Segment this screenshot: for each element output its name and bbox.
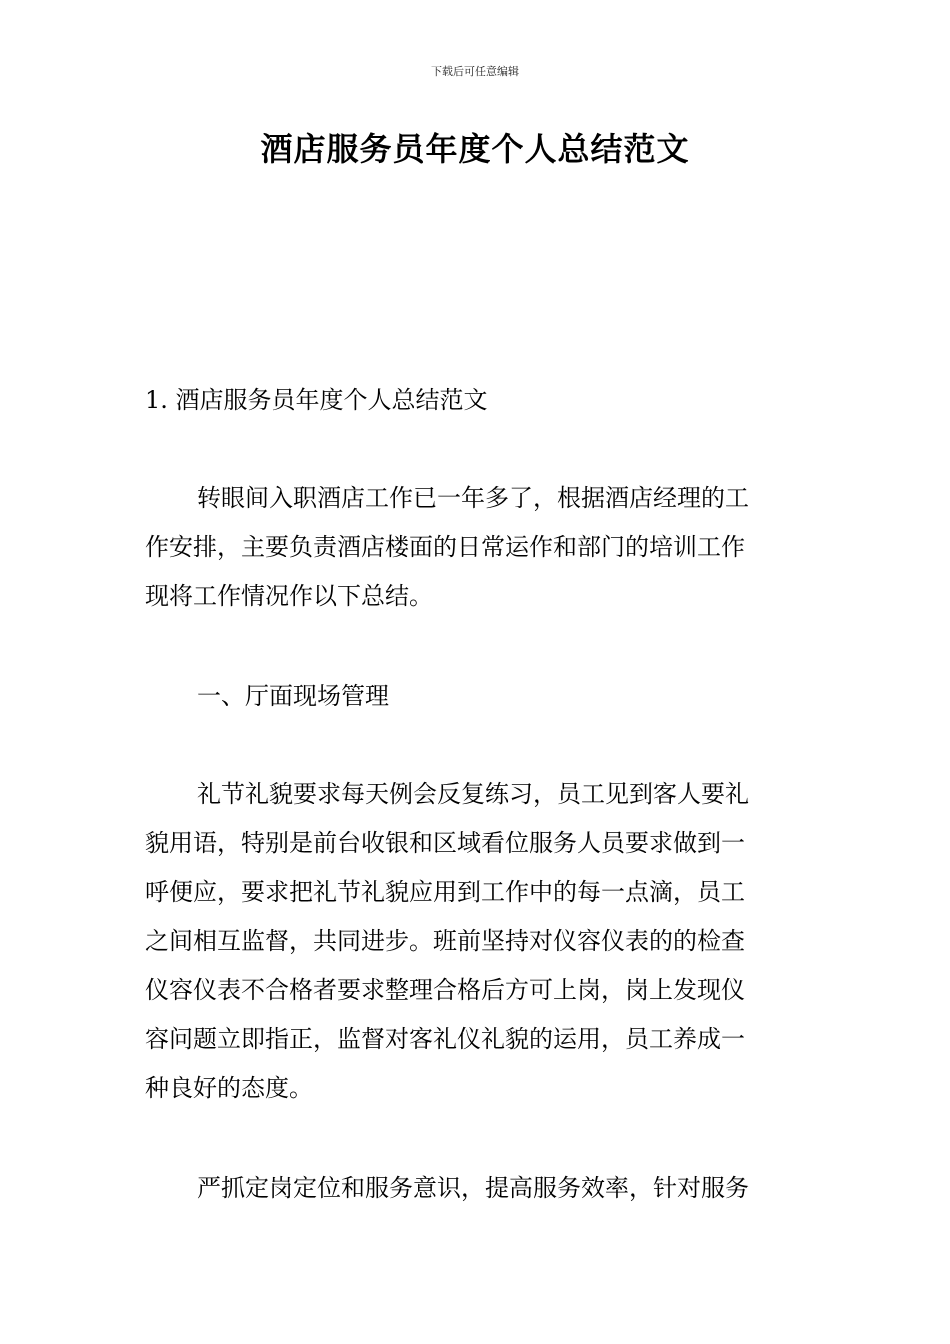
paragraph-line: 现将工作情况作以下总结。	[145, 582, 433, 610]
paragraph-line: 种良好的态度。	[145, 1074, 313, 1102]
paragraph-line: 礼节礼貌要求每天例会反复练习，员工见到客人要礼	[197, 780, 749, 808]
section-one-heading: 一、厅面现场管理	[197, 682, 389, 710]
paragraph-line: 转眼间入职酒店工作已一年多了，根据酒店经理的工	[197, 484, 749, 512]
paragraph-line: 之间相互监督，共同进步。班前坚持对仪容仪表的的检查	[145, 927, 745, 955]
paragraph-line: 严抓定岗定位和服务意识，提高服务效率，针对服务	[197, 1174, 749, 1202]
document-title: 酒店服务员年度个人总结范文	[260, 130, 690, 168]
header-note: 下载后可任意编辑	[431, 65, 519, 78]
paragraph-line: 貌用语，特别是前台收银和区域看位服务人员要求做到一	[145, 829, 745, 857]
paragraph-line: 容问题立即指正，监督对客礼仪礼貌的运用，员工养成一	[145, 1025, 745, 1053]
paragraph-line: 作安排，主要负责酒店楼面的日常运作和部门的培训工作	[145, 533, 745, 561]
paragraph-etiquette	[145, 770, 810, 1113]
paragraph-line: 呼便应，要求把礼节礼貌应用到工作中的每一点滴，员工	[145, 878, 745, 906]
paragraph-intro	[145, 474, 810, 621]
section-heading: 1. 酒店服务员年度个人总结范文	[145, 386, 488, 414]
paragraph-line: 仪容仪表不合格者要求整理合格后方可上岗，岗上发现仪	[145, 976, 745, 1004]
paragraph-service	[145, 1164, 810, 1213]
